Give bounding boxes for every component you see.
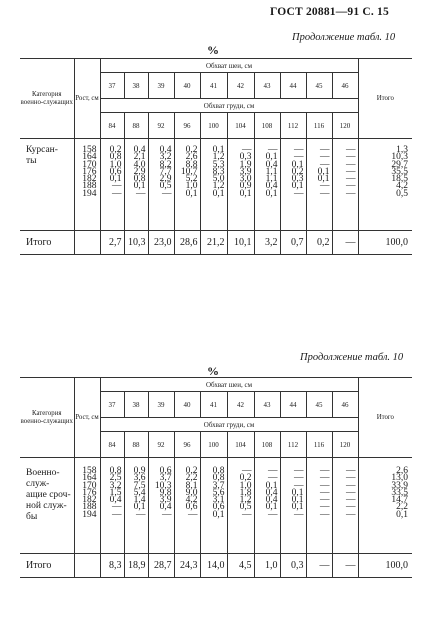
chest-size: 96: [174, 432, 200, 458]
neck-size: 40: [174, 392, 200, 418]
chest-size: 112: [280, 432, 306, 458]
total-cell: —: [332, 231, 358, 255]
chest-size: 116: [306, 432, 332, 458]
grand-total: 100,0: [358, 231, 412, 255]
chest-size: 108: [254, 432, 280, 458]
total-cell: 8,3: [100, 554, 124, 578]
total-cell: —: [332, 554, 358, 578]
neck-size: 42: [227, 73, 254, 99]
data-column: 0,9 3,6 7,5 5,4 1,4 0,1 —: [124, 458, 148, 554]
data-column: 0,2 0,8 1,0 0,6 0,1 — —: [100, 139, 124, 231]
chest-size: 116: [306, 113, 332, 139]
total-cell: 10,1: [227, 231, 254, 255]
chest-size: 92: [148, 113, 174, 139]
chest-header: Обхват груди, см: [100, 418, 358, 432]
group-label: Курсан- ты: [20, 139, 74, 231]
chest-size: 88: [124, 432, 148, 458]
data-column: 0,8 2,5 3,2 1,5 0,4 — —: [100, 458, 124, 554]
neck-size: 45: [306, 73, 332, 99]
row-totals: 1,3 10,3 29,7 35,5 18,5 4,2 0,5: [358, 139, 412, 231]
total-cell: 24,3: [174, 554, 200, 578]
row-totals: 2,6 13,0 33,9 33,5 14,7 2,2 0,1: [358, 458, 412, 554]
percent-sign-1: %: [207, 43, 219, 57]
chest-size: 84: [100, 432, 124, 458]
neck-header: Обхват шеи, см: [100, 59, 358, 73]
neck-size: 43: [254, 392, 280, 418]
data-column: — — 0,1 0,4 0,4 0,1 —: [254, 458, 280, 554]
neck-size: 46: [332, 73, 358, 99]
chest-size: 96: [174, 113, 200, 139]
chest-size: 88: [124, 113, 148, 139]
neck-size: 45: [306, 392, 332, 418]
data-column: — — — — — — —: [332, 458, 358, 554]
chest-size: 84: [100, 113, 124, 139]
data-column: 0,6 3,7 10,3 9,8 3,9 0,4 —: [148, 458, 174, 554]
category-header: Категория военно-служащих: [20, 378, 74, 458]
data-column: 0,4 2,1 4,0 2,9 0,8 0,1 —: [124, 139, 148, 231]
continuation-label-2: Продолжение табл. 10: [300, 352, 404, 363]
height-values: 158 164 170 176 182 188 194: [74, 458, 100, 554]
total-cell: 14,0: [200, 554, 227, 578]
data-column: — — — 0,1 0,1 — —: [306, 139, 332, 231]
total-row-label: Итого: [20, 231, 74, 255]
total-cell: 0,7: [280, 231, 306, 255]
neck-header: Обхват шеи, см: [100, 378, 358, 392]
total-cell: 28,7: [148, 554, 174, 578]
total-cell: —: [306, 554, 332, 578]
chest-size: 112: [280, 113, 306, 139]
neck-size: 39: [148, 392, 174, 418]
data-column: 0,2 2,6 8,8 10,7 5,2 1,0 0,1: [174, 139, 200, 231]
chest-header: Обхват груди, см: [100, 99, 358, 113]
total-header: Итого: [358, 378, 412, 458]
data-column: — — — — — — —: [306, 458, 332, 554]
total-cell: 2,7: [100, 231, 124, 255]
height-header: Рост, см: [74, 378, 100, 458]
data-column: 0,2 2,2 8,1 9,0 4,2 0,6 —: [174, 458, 200, 554]
neck-size: 38: [124, 392, 148, 418]
total-cell: 3,2: [254, 231, 280, 255]
height-values: 158 164 170 176 182 188 194: [74, 139, 100, 231]
category-header: Категория военно-служащих: [20, 59, 74, 139]
continuation-label-1: Продолжение табл. 10: [292, 32, 396, 43]
chest-size: 92: [148, 432, 174, 458]
total-cell: 28,6: [174, 231, 200, 255]
data-column: — 0,3 1,9 3,9 3,0 0,9 0,1: [227, 139, 254, 231]
neck-size: 41: [200, 73, 227, 99]
total-cell: 21,2: [200, 231, 227, 255]
neck-size: 41: [200, 392, 227, 418]
neck-size: 37: [100, 73, 124, 99]
total-cell: 18,9: [124, 554, 148, 578]
total-header: Итого: [358, 59, 412, 139]
chest-size: 120: [332, 113, 358, 139]
chest-size: 100: [200, 113, 227, 139]
chest-size: 108: [254, 113, 280, 139]
data-column: — — — 0,1 0,1 0,1 —: [280, 458, 306, 554]
total-cell: 10,3: [124, 231, 148, 255]
total-cell: 23,0: [148, 231, 174, 255]
data-column: 0,8 0,8 3,7 5,6 3,1 0,6 0,1: [200, 458, 227, 554]
data-column: — 0,2 1,0 1,8 1,2 0,5 —: [227, 458, 254, 554]
percent-sign-2: %: [207, 364, 219, 378]
neck-size: 43: [254, 73, 280, 99]
total-spacer: [74, 554, 100, 578]
group-label: Военно- служ- ащие сроч- ной служ- бы: [20, 458, 74, 554]
neck-size: 44: [280, 392, 306, 418]
neck-size: 44: [280, 73, 306, 99]
page-header: ГОСТ 20881—91 С. 15: [270, 6, 389, 18]
data-column: 0,4 3,2 8,2 7,7 2,9 0,5 —: [148, 139, 174, 231]
total-cell: 0,3: [280, 554, 306, 578]
neck-size: 46: [332, 392, 358, 418]
chest-size: 100: [200, 432, 227, 458]
total-cell: 0,2: [306, 231, 332, 255]
chest-size: 104: [227, 113, 254, 139]
neck-size: 37: [100, 392, 124, 418]
height-header: Рост, см: [74, 59, 100, 139]
chest-size: 120: [332, 432, 358, 458]
total-cell: 4,5: [227, 554, 254, 578]
data-column: 0,1 1,2 5,3 8,3 5,0 1,2 0,1: [200, 139, 227, 231]
size-table-2: [20, 377, 412, 578]
total-spacer: [74, 231, 100, 255]
data-column: — — — — — — —: [332, 139, 358, 231]
neck-size: 39: [148, 73, 174, 99]
data-column: — — 0,1 0,2 0,3 0,1 —: [280, 139, 306, 231]
total-row-label: Итого: [20, 554, 74, 578]
neck-size: 40: [174, 73, 200, 99]
neck-size: 42: [227, 392, 254, 418]
size-table-1: [20, 58, 412, 255]
data-column: — 0,1 0,4 1,1 1,1 0,4 0,1: [254, 139, 280, 231]
grand-total: 100,0: [358, 554, 412, 578]
chest-size: 104: [227, 432, 254, 458]
total-cell: 1,0: [254, 554, 280, 578]
neck-size: 38: [124, 73, 148, 99]
